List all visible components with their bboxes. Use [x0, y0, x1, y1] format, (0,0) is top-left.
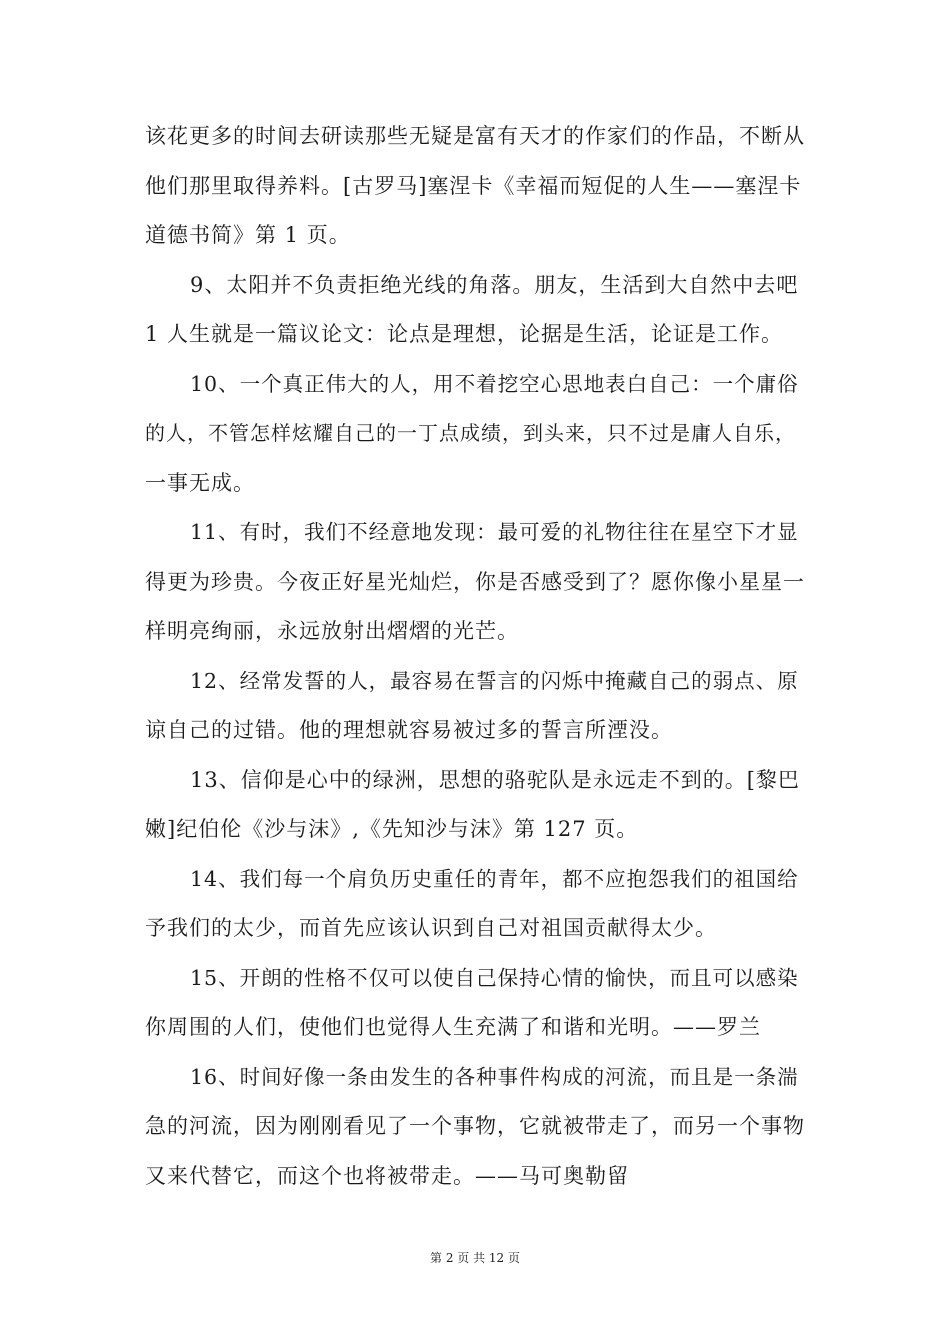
text-line: 一事无成。	[145, 470, 255, 495]
text-line: 11、有时，我们不经意地发现：最可爱的礼物往往在星空下才显	[190, 520, 799, 544]
text-line: 12、经常发誓的人，最容易在誓言的闪烁中掩藏自己的弱点、原	[190, 668, 799, 693]
body-text	[145, 112, 807, 1201]
text-line: 样明亮绚丽，永远放射出熠熠的光芒。	[145, 619, 519, 643]
text-line: 13、信仰是心中的绿洲，思想的骆驼队是永远走不到的。[黎巴	[190, 767, 800, 792]
text-line: 道德书简》第 1 页。	[145, 223, 351, 247]
text-line: 嫩]纪伯伦《沙与沫》,《先知沙与沫》第 127 页。	[145, 817, 639, 841]
page-footer: 第 2 页 共 12 页	[430, 1251, 520, 1265]
text-line: 14、我们每一个肩负历史重任的青年，都不应抱怨我们的祖国给	[190, 866, 799, 891]
text-line: 他们那里取得养料。[古罗马]塞涅卡《幸福而短促的人生——塞涅卡	[145, 173, 802, 198]
text-line: 10、一个真正伟大的人，用不着挖空心思地表白自己：一个庸俗	[190, 371, 799, 396]
text-line: 的人，不管怎样炫耀自己的一丁点成绩，到头来，只不过是庸人自乐，	[145, 421, 796, 445]
text-line: 予我们的太少，而首先应该认识到自己对祖国贡献得太少。	[145, 916, 717, 940]
text-line: 谅自己的过错。他的理想就容易被过多的誓言所湮没。	[145, 718, 673, 742]
text-line: 9、太阳并不负责拒绝光线的角落。朋友，生活到大自然中去吧	[190, 272, 799, 297]
text-line: 急的河流，因为刚刚看见了一个事物，它就被带走了，而另一个事物	[145, 1114, 805, 1138]
text-line: 16、时间好像一条由发生的各种事件构成的河流，而且是一条湍	[190, 1064, 799, 1089]
text-line: 你周围的人们，使他们也觉得人生充满了和谐和光明。——罗兰	[145, 1015, 761, 1039]
text-line: 又来代替它，而这个也将被带走。——马可奥勒留	[145, 1163, 629, 1188]
text-line: 1 人生就是一篇议论文：论点是理想，论据是生活，论证是工作。	[145, 322, 784, 346]
text-line: 该花更多的时间去研读那些无疑是富有天才的作家们的作品，不断从	[145, 124, 805, 148]
text-line: 15、开朗的性格不仅可以使自己保持心情的愉快，而且可以感染	[190, 965, 799, 990]
text-line: 得更为珍贵。今夜正好星光灿烂，你是否感受到了？愿你像小星星一	[145, 569, 805, 594]
